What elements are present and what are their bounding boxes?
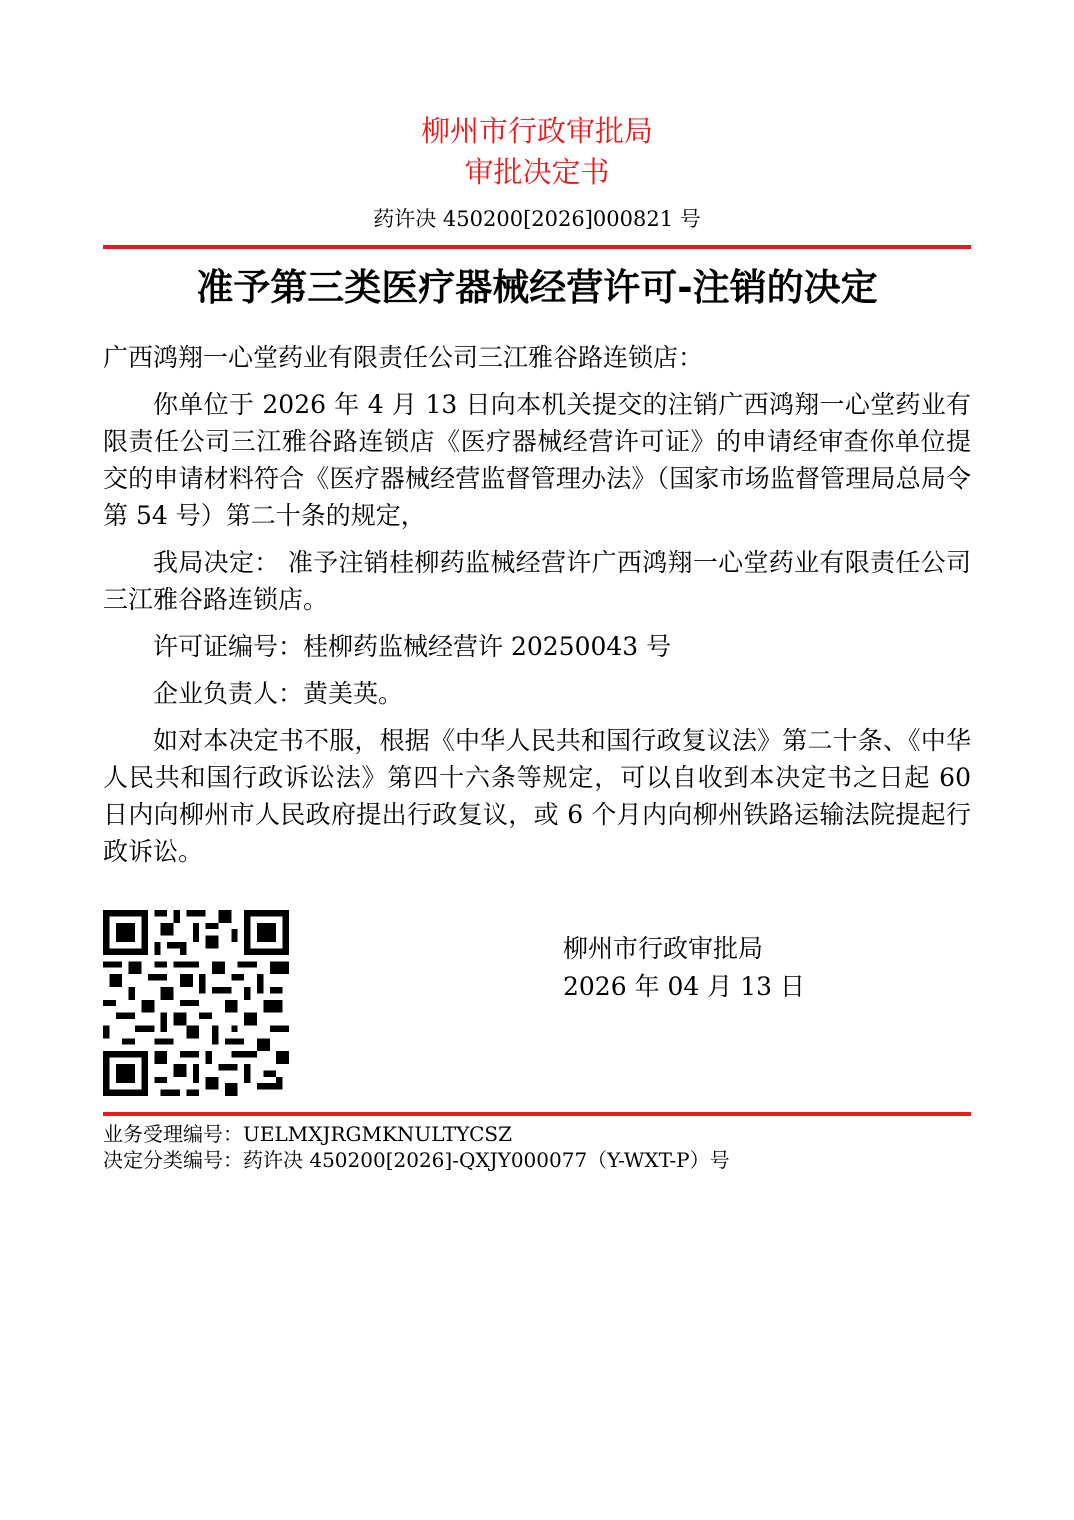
qr-code-icon — [103, 910, 289, 1096]
paragraph-appeal: 如对本决定书不服，根据《中华人民共和国行政复议法》第二十条、《中华人民共和国行政诉讼法》第四十六条等规定，可以自收到本决定书之日起 60 日内向柳州市人民政府提出行政复议，或 6 个月内向柳州铁路运输法院提起行政诉讼。 — [103, 726, 971, 866]
footer-divider — [103, 1112, 971, 1116]
business-number: 业务受理编号：UELMXJRGMKNULTYCSZ — [103, 1122, 513, 1146]
signature-block — [563, 930, 805, 1006]
document-type: 审批决定书 — [464, 155, 610, 189]
signature-org: 柳州市行政审批局 — [563, 934, 764, 963]
addressee: 广西鸿翔一心堂药业有限责任公司三江雅谷路连锁店： — [103, 343, 704, 372]
issuer-title: 柳州市行政审批局 — [420, 114, 653, 148]
signature-date: 2026 年 04 月 13 日 — [563, 972, 805, 1001]
document-body — [103, 339, 971, 880]
page-title: 准予第三类医疗器械经营许可-注销的决定 — [196, 266, 878, 309]
paragraph-decision: 我局决定： 准予注销桂柳药监械经营许广西鸿翔一心堂药业有限责任公司三江雅谷路连锁店。 — [103, 548, 971, 614]
paragraph-application: 你单位于 2026 年 4 月 13 日向本机关提交的注销广西鸿翔一心堂药业有限责任公司三江雅谷路连锁店《医疗器械经营许可证》的申请经审查你单位提交的申请材料符合《医疗器械经营监督管理办法》（国家市场监督管理局总局令第 54 号）第二十条的规定， — [103, 390, 971, 530]
responsible-person: 企业负责人：黄美英。 — [153, 679, 404, 708]
document-number: 药许决 450200[2026]000821 号 — [373, 207, 701, 231]
license-number: 许可证编号：桂柳药监械经营许 20250043 号 — [153, 632, 672, 661]
header-divider — [103, 245, 971, 249]
classification-number: 决定分类编号：药许决 450200[2026]-QXJY000077（Y-WXT-P）号 — [103, 1148, 730, 1172]
